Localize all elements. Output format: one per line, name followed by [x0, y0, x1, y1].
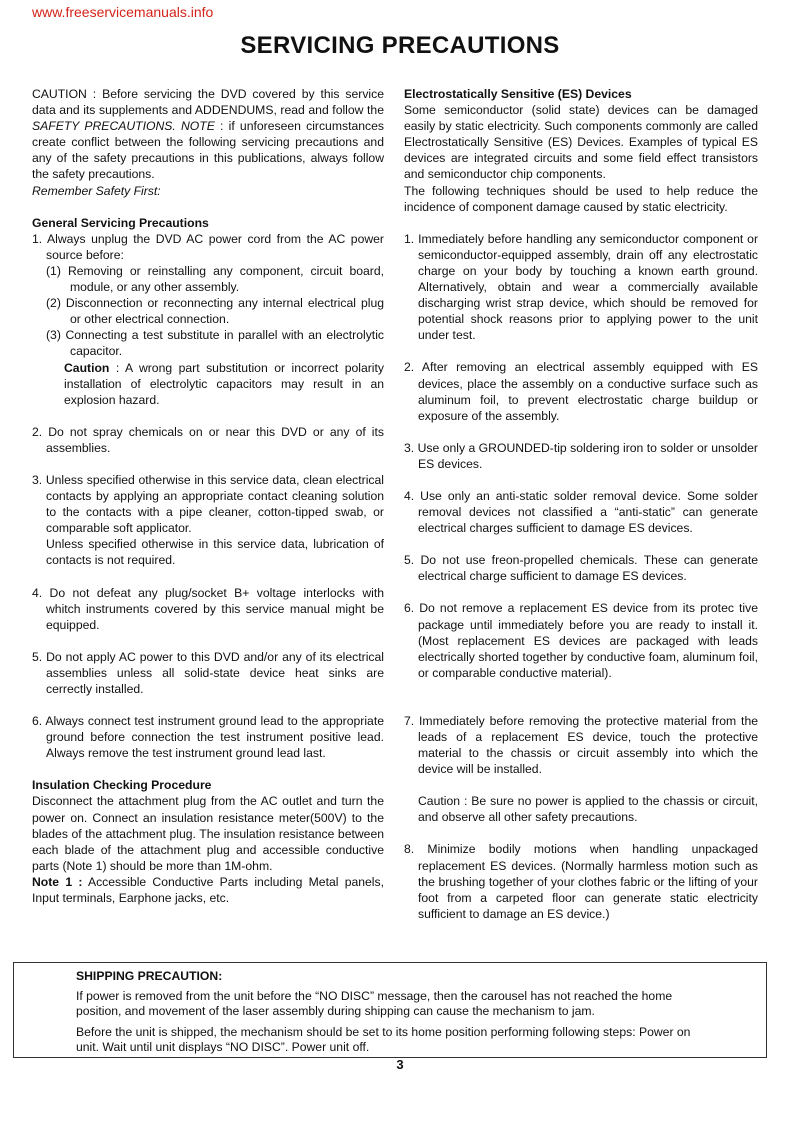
note-1: [32, 874, 384, 906]
intro-lead: CAUTION : Before servicing the DVD covered by this service data and its supplements and ADDENDUMS, read and follow the: [32, 87, 384, 118]
caution-text: : A wrong part substitution or incorrect polarity installation of electrolytic capacitors may result in an explosion hazard.: [64, 360, 384, 407]
es-item-1: 1. Immediately before handling any semiconductor component or semiconductor-equipped assembly, drain off any electrostatic charge on your body by touching a known earth ground. Alternatively, obtain and wear a commercially available discharging wrist strap device, which should be removed for potential shock reasons prior to applying power to the unit under test.: [404, 231, 758, 343]
general-heading: General Servicing Precautions: [32, 215, 209, 230]
es-item-8: 8. Minimize bodily motions when handling unpackaged replacement ES devices. (Normally harmless motion such as the brushing together of your clothes fabric or the lifting of your foot from a carpeted floor can generate static electricity sufficient to damage an ES device.): [404, 842, 758, 921]
page-number: 3: [396, 1057, 404, 1072]
es-intro-1: Some semiconductor (solid state) devices can be damaged easily by static electricity. Such components commonly are called Electrostatically Sensitive (ES) Devices. Examples of typical ES devices are integrated circuits and some field effect transistors and semiconductor chip components.: [404, 103, 758, 182]
es-item-7-caution: Caution : Be sure no power is applied to the chassis or circuit, and observe all other safety precautions.: [418, 794, 758, 825]
general-item-1-caution: [32, 360, 384, 408]
shipping-para-2: Before the unit is shipped, the mechanism should be set to its home position performing following steps: Power on unit. Wait until unit displays “NO DISC”. Power unit off.: [76, 1025, 691, 1054]
es-item-2: 2. After removing an electrical assembly equipped with ES devices, place the assembly on a conductive surface such as aluminum foil, to prevent electrostatic charge buildup or exposure of the assembly.: [404, 360, 758, 423]
general-item-2: 2. Do not spray chemicals on or near this DVD or any of its assemblies.: [32, 424, 384, 455]
insulation-heading: Insulation Checking Procedure: [32, 778, 212, 793]
insulation-text: Disconnect the attachment plug from the AC outlet and turn the power on. Connect an insulation resistance meter(500V) to the blades of the attachment plug. The insulation resistance between each blade of the attachment plug and accessible conductive parts (Note 1) should be more than 1M-ohm.: [32, 794, 384, 873]
general-item-1-sub-1: (1) Removing or reinstalling any component, circuit board, module, or any other assembly.: [46, 263, 384, 295]
es-item-4: 4. Use only an anti-static solder removal device. Some solder removal devices not classified a “anti-static” can generate electrical charges sufficient to damage ES devices.: [404, 488, 758, 536]
es-item-5: 5. Do not use freon-propelled chemicals. These can generate electrical charge sufficient to damage ES devices.: [404, 553, 758, 584]
note-label: Note 1 :: [32, 874, 83, 889]
left-column: [32, 86, 384, 906]
es-item-7: 7. Immediately before removing the protective material from the leads of a replacement ES device, touch the protective material to the chassis or circuit assembly into which the device will be installed.: [404, 713, 758, 777]
intro-paragraph: [32, 86, 384, 183]
caution-label: Caution: [64, 360, 110, 375]
es-intro-2: The following techniques should be used to help reduce the incidence of component damage caused by static electricity.: [404, 183, 758, 214]
general-item-1: 1. Always unplug the DVD AC power cord from the AC power source before:: [32, 231, 384, 262]
general-item-1-sub-2: (2) Disconnection or reconnecting any internal electrical plug or other electrical connection.: [46, 296, 384, 327]
general-item-6: 6. Always connect test instrument ground lead to the appropriate ground before connection the test instrument positive lead. Always remove the test instrument ground lead last.: [32, 714, 384, 761]
es-heading: Electrostatically Sensitive (ES) Devices: [404, 87, 632, 101]
es-item-6: 6. Do not remove a replacement ES device from its protec tive package until immediately before you are ready to install it. (Most replacement ES devices are packaged with leads electrically shorted together by conductive foam, aluminum foil, or comparable conductive material).: [404, 601, 758, 680]
general-item-1-sub-3: (3) Connecting a test substitute in parallel with an electrolytic capacitor.: [46, 328, 384, 359]
right-column: [404, 86, 758, 922]
remember-line: Remember Safety First:: [32, 183, 161, 198]
note-text: Accessible Conductive Parts including Metal panels, Input terminals, Earphone jacks, etc.: [32, 874, 384, 906]
es-item-3: 3. Use only a GROUNDED-tip soldering iron to solder or unsolder ES devices.: [404, 440, 758, 471]
intro-tail: : if unforeseen circumstances create conflict between the following servicing precautions and any of the safety precautions in this publications, always follow the safety precautions.: [32, 119, 384, 182]
general-item-4: 4. Do not defeat any plug/socket B+ voltage interlocks with whitch instruments covered by this service manual might be equipped.: [32, 585, 384, 632]
intro-emphasis: SAFETY PRECAUTIONS. NOTE: [32, 119, 215, 134]
shipping-precaution-box: [13, 962, 767, 1058]
general-item-5: 5. Do not apply AC power to this DVD and/or any of its electrical assemblies unless all solid-state device heat sinks are cerrectly installed.: [32, 649, 384, 696]
general-item-3-cont: Unless specified otherwise in this service data, lubrication of contacts is not required.: [46, 537, 384, 568]
shipping-heading: SHIPPING PRECAUTION:: [76, 969, 223, 983]
watermark-link[interactable]: www.freeservicemanuals.info: [32, 4, 214, 20]
shipping-para-1: If power is removed from the unit before the “NO DISC” message, then the carousel has not reached the home position, and movement of the laser assembly during shipping can cause the mechanism to jam.: [76, 989, 673, 1018]
page-title: SERVICING PRECAUTIONS: [240, 32, 560, 59]
general-item-3: 3. Unless specified otherwise in this service data, clean electrical contacts by applying an appropriate contact cleaning solution to the contacts with a pipe cleaner, cotton-tipped swab, or comparable soft applicator.: [32, 472, 384, 536]
